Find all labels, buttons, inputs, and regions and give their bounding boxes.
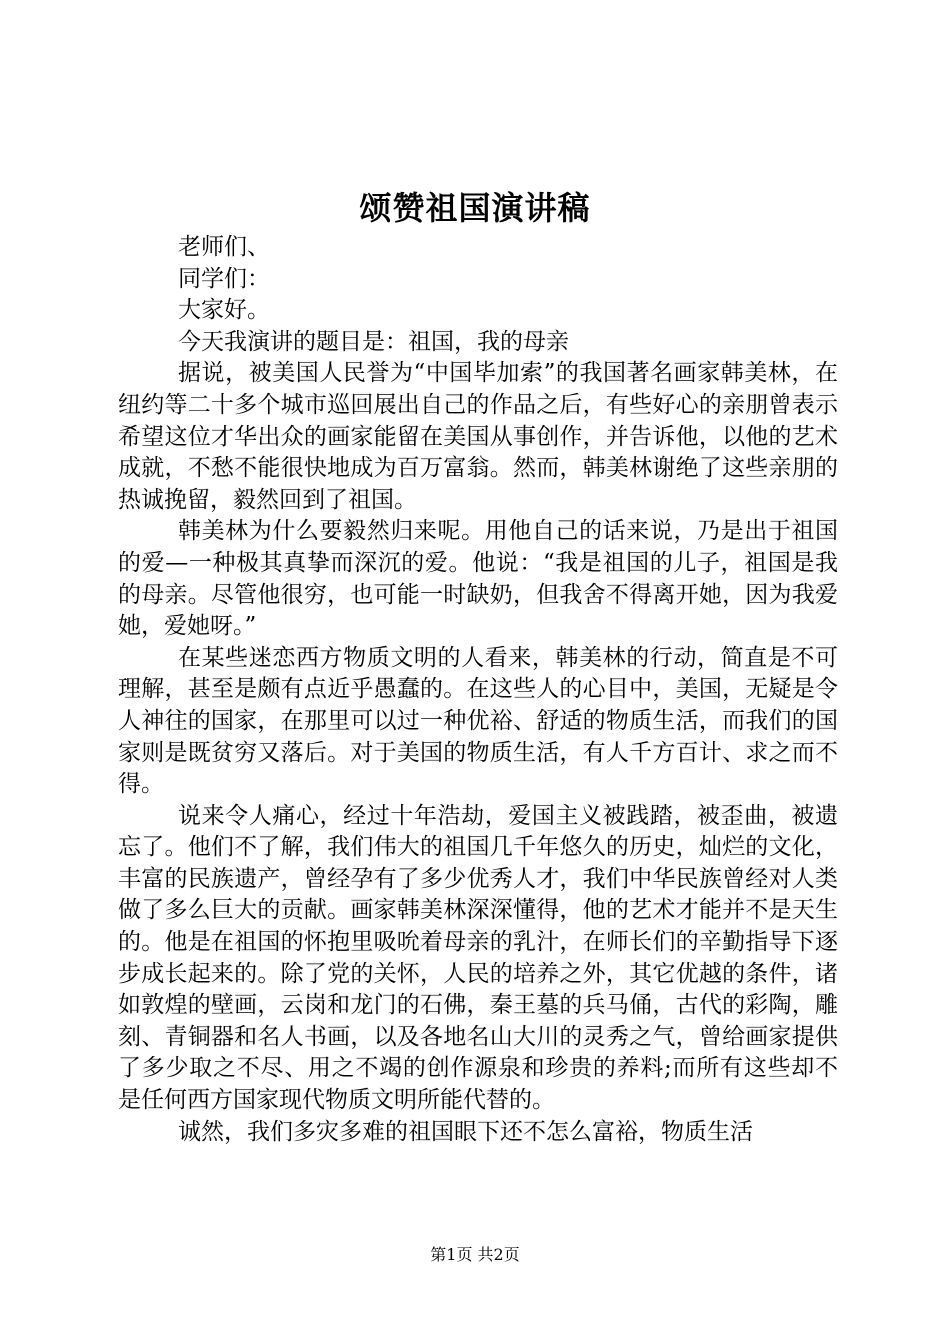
document-title: 颂赞祖国演讲稿 <box>359 189 591 227</box>
paragraph: 在某些迷恋西方物质文明的人看来，韩美林的行动，简直是不可理解，甚至是颇有点近乎愚蠢的。在这些人的心目中，美国，无疑是令人神往的国家，在那里可以过一种优裕、舒适的物质生活，而我们的国家则是既贫穷又落后。对于美国的物质生活，有人千方百计、求之而不得。 <box>118 644 838 798</box>
greeting-everyone: 大家好。 <box>178 297 270 324</box>
greeting-students: 同学们： <box>178 265 270 292</box>
speech-topic: 今天我演讲的题目是：祖国，我的母亲 <box>178 328 569 355</box>
paragraph: 诚然，我们多灾多难的祖国眼下还不怎么富裕，物质生活 <box>178 1118 753 1145</box>
paragraph: 说来令人痛心，经过十年浩劫，爱国主义被践踏，被歪曲，被遗忘了。他们不了解，我们伟大的祖国几千年悠久的历史，灿烂的文化，丰富的民族遗产，曾经孕有了多少优秀人才，我们中华民族曾经对人类做了多么巨大的贡献。画家韩美林深深懂得，他的艺术才能并不是天生的。他是在祖国的怀抱里吸吮着母亲的乳汁，在师长们的辛勤指导下逐步成长起来的。除了党的关怀，人民的培养之外，其它优越的条件，诸如敦煌的壁画，云岗和龙门的石佛，秦王墓的兵马俑，古代的彩陶，雕刻、青铜器和名人书画，以及各地名山大川的灵秀之气，曾给画家提供了多少取之不尽、用之不竭的创作源泉和珍贵的养料;而所有这些却不是任何西方国家现代物质文明所能代替的。 <box>118 802 838 1114</box>
page-footer: 第1页 共2页 <box>430 1245 520 1264</box>
paragraph: 据说，被美国人民誉为“中国毕加索”的我国著名画家韩美林，在纽约等二十多个城市巡回展出自己的作品之后，有些好心的亲朋曾表示希望这位才华出众的画家能留在美国从事创作，并告诉他，以他的艺术成就，不愁不能很快地成为百万富翁。然而，韩美林谢绝了这些亲朋的热诚挽留，毅然回到了祖国。 <box>118 360 838 513</box>
greeting-teachers: 老师们、 <box>178 234 270 260</box>
document-body <box>118 232 838 1148</box>
paragraph: 韩美林为什么要毅然归来呢。用他自己的话来说，乃是出于祖国的爱—一种极其真挚而深沉的爱。他说：“我是祖国的儿子，祖国是我的母亲。尽管他很穷，也可能一时缺奶，但我舍不得离开她，因为我爱她，爱她呀。” <box>118 518 838 640</box>
